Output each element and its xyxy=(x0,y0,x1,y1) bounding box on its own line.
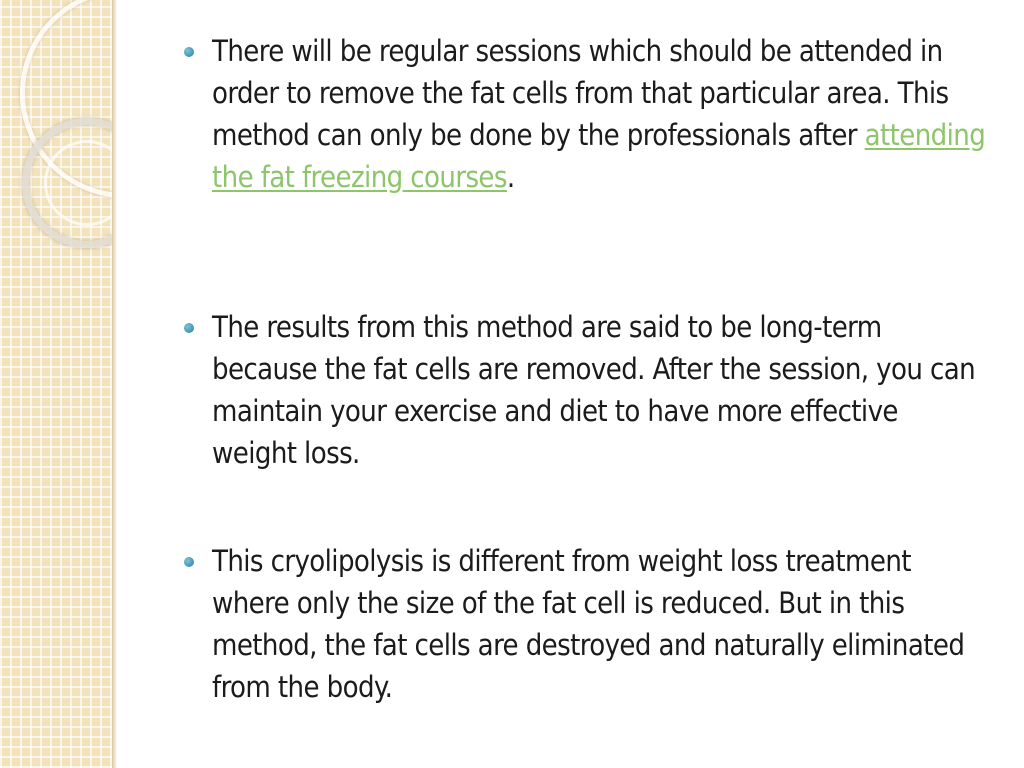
bullet-icon xyxy=(184,323,194,333)
fat-freezing-courses-link[interactable]: attending the fat freezing courses xyxy=(212,118,986,194)
bullet-text xyxy=(212,30,987,198)
bullet-text: This cryolipolysis is different from weight loss treatment where only the size of the fat cell is reduced. But in this method, the fat cells are destroyed and naturally eliminated from the body. xyxy=(212,544,965,704)
bullet-icon xyxy=(184,47,194,57)
bullet-icon xyxy=(184,557,194,567)
sidebar-divider xyxy=(112,0,117,768)
decorative-sidebar xyxy=(0,0,112,768)
bullet-text-part: . xyxy=(506,160,515,194)
bullet-text: The results from this method are said to be long-term because the fat cells are removed. After the session, you can maintain your exercise and diet to have more effective weight loss. xyxy=(212,310,976,470)
bullet-text-part: There will be regular sessions which should be attended in order to remove the fat cells from that particular area. This method can only be done by the professionals after xyxy=(212,34,949,152)
